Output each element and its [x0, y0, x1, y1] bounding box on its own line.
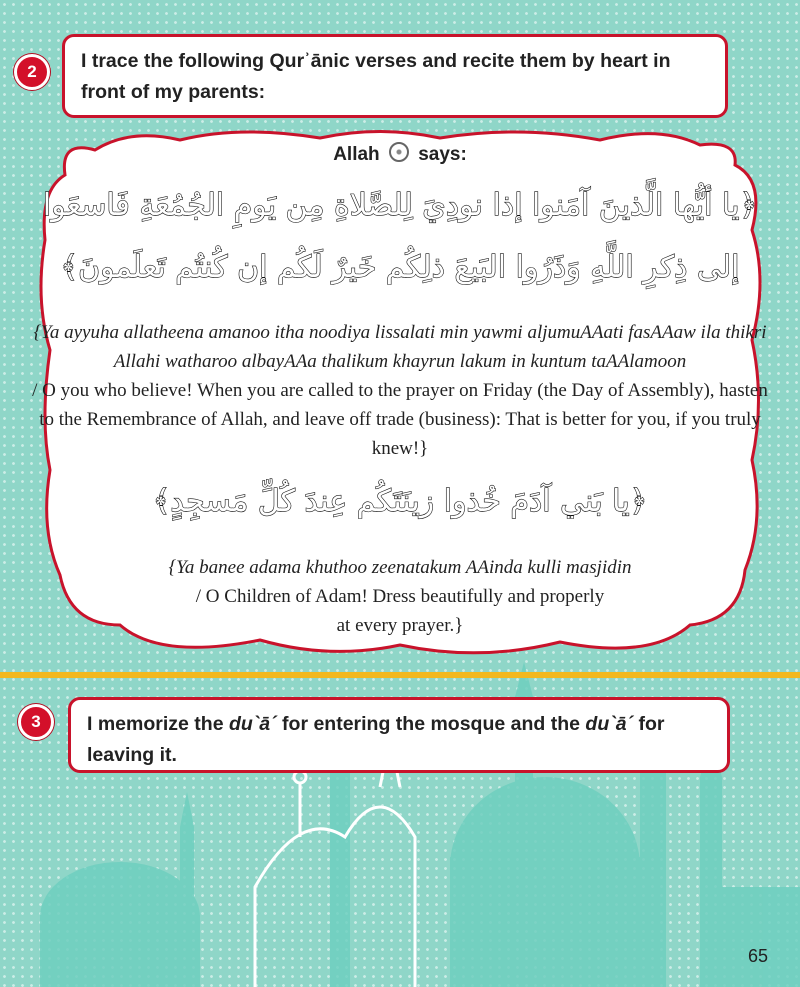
step-instruction-text: I memorize the: [87, 713, 229, 735]
step-instruction-text: for leaving it.: [87, 713, 665, 766]
verse-transliteration-block: [30, 553, 770, 640]
section-divider: [0, 672, 800, 678]
verse-heading-says: says:: [418, 144, 467, 165]
step-number-badge: 3: [18, 704, 54, 740]
step-instruction-box: [68, 697, 730, 773]
arabic-verse-line: ﴿يا بَني آدَمَ خُذوا زينَتَكُم عِندَ كُلِّ مَسجِدٍ﴾: [152, 484, 648, 519]
step-instruction-text: for entering the mosque and the: [276, 713, 586, 735]
verse-transliteration-block: [30, 318, 770, 463]
dua-term: du`ā´: [228, 713, 277, 735]
dua-term: du`ā´: [585, 713, 634, 735]
arabic-verse-line: ﴿يا أيُّها الَّذينَ آمَنوا إذا نودِيَ لِلصَّلاةِ مِن يَومِ الجُمُعَةِ فَاسعَوا: [42, 188, 758, 223]
arabic-verse-line: إلى ذِكرِ اللَّهِ وَذَرُوا البَيعَ ذلِكُم خَيرٌ لَكُم إن كُنتُم تَعلَمونَ﴾: [60, 250, 740, 285]
step-number-badge: 2: [14, 54, 50, 90]
page-number: 65: [747, 946, 768, 966]
verse-heading-allah: Allah: [333, 144, 380, 165]
transliteration-text: {Ya ayyuha allatheena amanoo itha noodiya lissalati min yawmi aljumuAAati fasAAaw ila thikri Allahi watharoo albayAAa thalikum khayrun lakum in kuntum taAAlamoon: [33, 322, 767, 372]
step-instruction-text: I trace the following Qurʾānic verses and recite them by heart in front of my parents:: [81, 50, 671, 103]
translation-text: / O you who believe! When you are called to the prayer on Friday (the Day of Assembly), hasten to the Remembrance of Allah, and leave off trade (business): That is better for you, if you truly knew!}: [32, 380, 768, 459]
transliteration-text: {Ya banee adama khuthoo zeenatakum AAinda kulli masjidin: [168, 557, 632, 578]
honorific-seal-icon: [389, 142, 409, 162]
translation-text: / O Children of Adam! Dress beautifully and properly at every prayer.}: [195, 586, 605, 636]
verse-heading: [0, 142, 800, 166]
step-instruction-box: [62, 34, 728, 118]
